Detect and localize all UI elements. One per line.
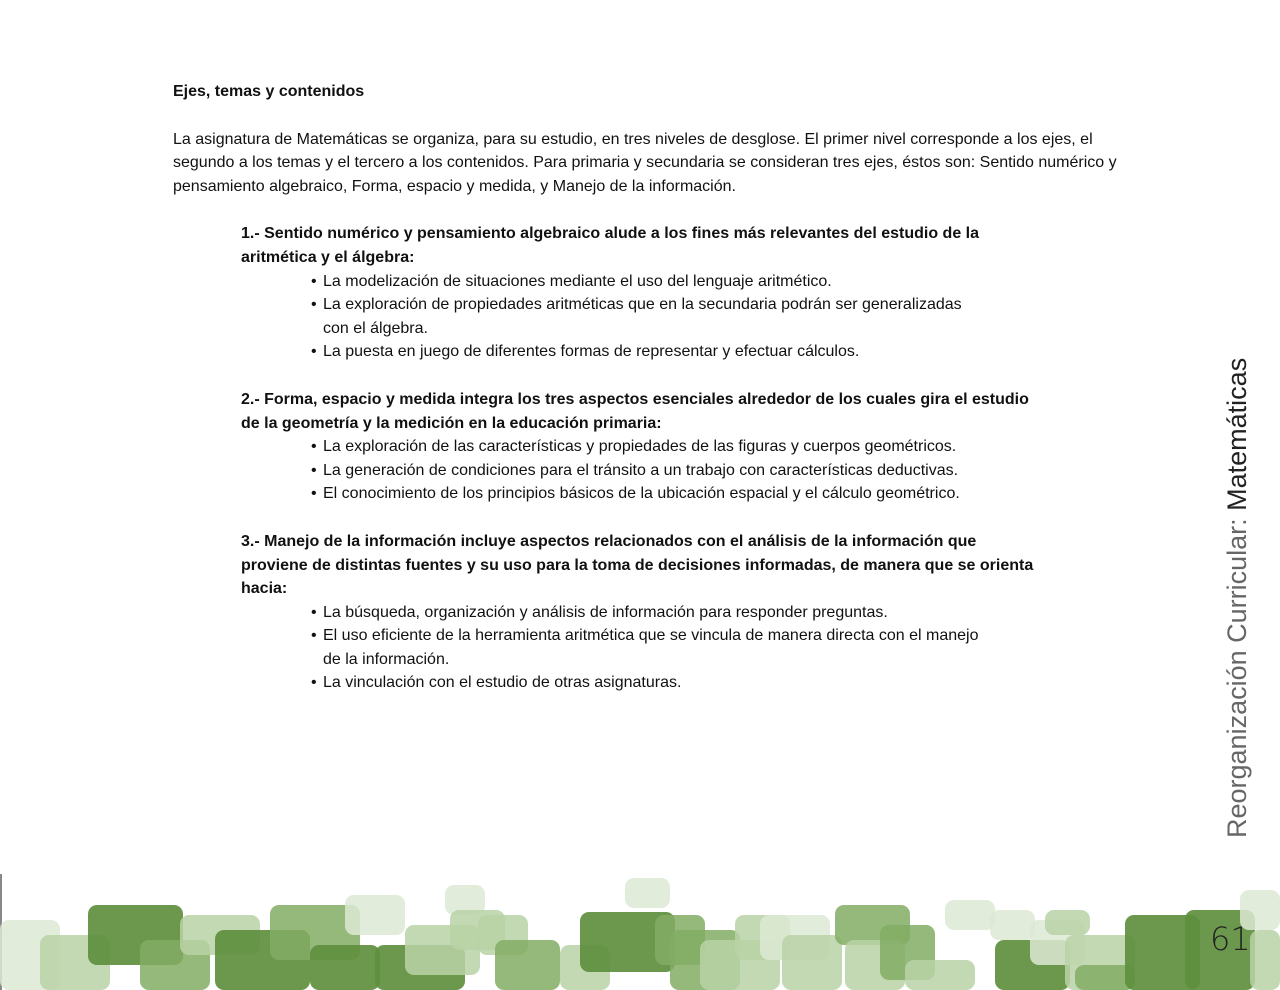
footer-tile [1250, 930, 1280, 990]
list-item [311, 340, 991, 364]
bullet-text: La vinculación con el estudio de otras asignaturas. [323, 674, 682, 692]
list-item [311, 482, 991, 506]
bullet-text: La exploración de las características y propiedades de las figuras y cuerpos geométricos. [323, 438, 957, 456]
running-header [1222, 358, 1253, 838]
bullet-glyph: • [311, 343, 317, 361]
footer-decoration [0, 870, 1280, 990]
list-item [311, 624, 991, 671]
bullet-text: La generación de condiciones para el tránsito a un trabajo con características deductivas. [323, 461, 959, 479]
bullet-glyph: • [311, 296, 317, 314]
footer-tile [990, 910, 1035, 940]
page-number: 61 [1210, 920, 1251, 958]
footer-tile [625, 878, 670, 908]
axis-section-3 [241, 530, 1041, 695]
bullet-text: La búsqueda, organización y análisis de información para responder preguntas. [323, 603, 888, 621]
axis-section-1 [241, 222, 1041, 364]
footer-tile [310, 945, 380, 990]
list-item [311, 293, 991, 340]
list-item [311, 601, 991, 625]
bullet-glyph: • [311, 627, 317, 645]
running-header-prefix: Reorganización Curricular: [1222, 510, 1252, 838]
footer-tile [782, 935, 842, 990]
axis-title: 3.- Manejo de la información incluye aspectos relacionados con el análisis de la información que proviene de distintas fuentes y su uso para la toma de decisiones informadas, de manera que se orienta hacia: [241, 532, 1034, 598]
bullet-glyph: • [311, 461, 317, 479]
bullet-glyph: • [311, 272, 317, 290]
bullet-text: La puesta en juego de diferentes formas de representar y efectuar cálculos. [323, 343, 860, 361]
footer-tile [345, 895, 405, 935]
axis-section-2 [241, 388, 1041, 506]
axis-title: 2.- Forma, espacio y medida integra los tres aspectos esenciales alrededor de los cuales gira el estudio de la geometría y la medición en la educación primaria: [241, 390, 1029, 432]
bullet-text: La exploración de propiedades aritméticas que en la secundaria podrán ser generalizadas con el álgebra. [323, 296, 962, 337]
bullet-list [241, 270, 991, 364]
bullet-text: La modelización de situaciones mediante el uso del lenguaje aritmético. [323, 272, 832, 290]
page-body [173, 80, 1133, 719]
bullet-glyph: • [311, 485, 317, 503]
bullet-glyph: • [311, 603, 317, 621]
footer-tile [945, 900, 995, 930]
bullet-list [241, 601, 991, 695]
list-item [311, 270, 991, 294]
bullet-glyph: • [311, 438, 317, 456]
list-item [311, 459, 991, 483]
footer-tile [495, 940, 560, 990]
bullet-list [241, 435, 991, 506]
bullet-text: El conocimiento de los principios básicos de la ubicación espacial y el cálculo geométrico. [323, 485, 960, 503]
list-item [311, 671, 991, 695]
section-heading: Ejes, temas y contenidos [173, 83, 365, 100]
footer-tile [1045, 910, 1090, 935]
intro-paragraph: La asignatura de Matemáticas se organiza, para su estudio, en tres niveles de desglose. El primer nivel corresponde a los ejes, el segundo a los temas y el tercero a los contenidos. Para primaria y secundaria se consideran tres ejes, éstos son: Sentido numérico y pensamiento algebraico, Forma, espacio y medida, y Manejo de la información. [173, 130, 1117, 195]
list-item [311, 435, 991, 459]
footer-tile [905, 960, 975, 990]
bullet-text: El uso eficiente de la herramienta aritmética que se vincula de manera directa con el manejo de la información. [323, 627, 979, 668]
running-header-subject: Matemáticas [1222, 357, 1252, 511]
bullet-glyph: • [311, 674, 317, 692]
axis-title: 1.- Sentido numérico y pensamiento algebraico alude a los fines más relevantes del estudio de la aritmética y el álgebra: [241, 225, 980, 266]
